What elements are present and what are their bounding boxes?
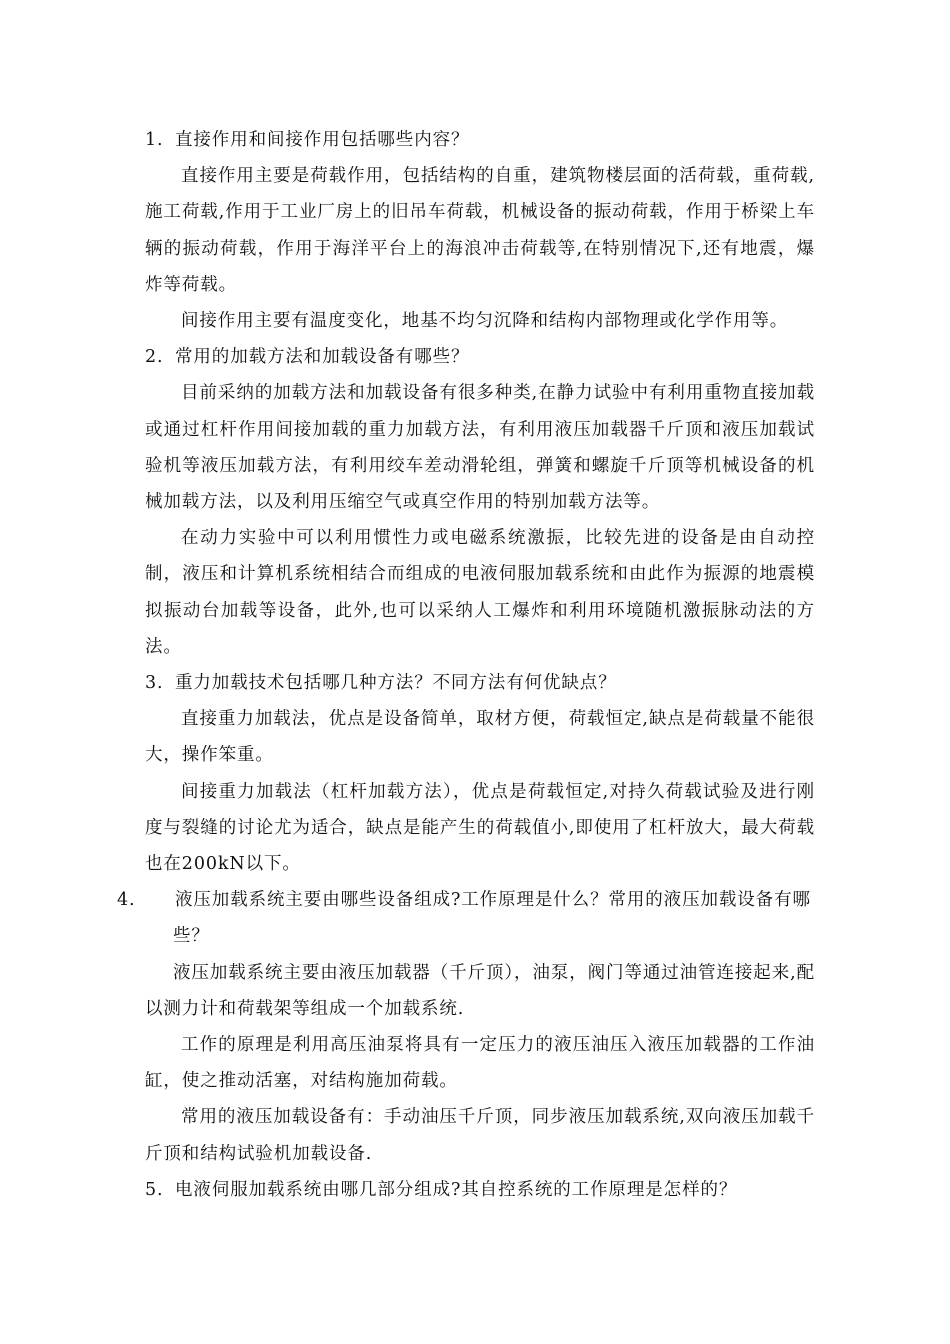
question-text: 直接作用和间接作用包括哪些内容？	[175, 130, 470, 150]
question-number: 2.	[145, 347, 164, 368]
answer-paragraph: 在动力实验中可以利用惯性力或电磁系统激振，比较先进的设备是由自动控制，液压和计算机系统相结合而组成的电液伺服加载系统和由此作为振源的地震模拟振动台加载等设备，此外,也可以采纳人工爆炸和利用环境随机激振脉动法的方法。	[145, 528, 815, 657]
question-number: 3.	[145, 673, 164, 694]
answer-paragraph: 直接作用主要是荷载作用，包括结构的自重，建筑物楼层面的活荷载，重荷载,施工荷载,作用于工业厂房上的旧吊车荷载，机械设备的振动荷载，作用于桥梁上车辆的振动荷载，作用于海洋平台上的海浪冲击荷载等,在特别情况下,还有地震，爆炸等荷载。	[145, 166, 815, 295]
question-number: 5.	[145, 1179, 164, 1200]
question-3	[145, 665, 815, 701]
answer-paragraph: 工作的原理是利用高压油泵将具有一定压力的液压油压入液压加载器的工作油缸，使之推动活塞，对结构施加荷载。	[145, 1035, 815, 1092]
question-number: 4.	[117, 890, 136, 911]
question-2	[145, 339, 815, 375]
document-body	[117, 122, 815, 1208]
answer-paragraph: 直接重力加载法，优点是设备简单，取材方便，荷载恒定,缺点是荷载量不能很大，操作笨重。	[145, 709, 815, 766]
question-text: 常用的加载方法和加载设备有哪些？	[175, 347, 470, 368]
question-number: 1.	[145, 130, 164, 150]
answer-paragraph: 间接作用主要有温度变化，地基不均匀沉降和结构内部物理或化学作用等。	[181, 311, 789, 332]
question-1	[145, 122, 815, 158]
answer-paragraph: 间接重力加载法（杠杆加载方法），优点是荷载恒定,对持久荷载试验及进行刚度与裂缝的讨论尤为适合，缺点是能产生的荷载值小,即使用了杠杆放大，最大荷载也在200kN以下。	[145, 781, 815, 875]
question-5	[145, 1172, 815, 1208]
answer-paragraph: 液压加载系统主要由液压加载器（千斤顶），油泵，阀门等通过油管连接起来,配以测力计和荷载架等组成一个加载系统.	[145, 962, 815, 1019]
answer-paragraph: 常用的液压加载设备有：手动油压千斤顶，同步液压加载系统,双向液压加载千斤顶和结构试验机加载设备.	[145, 1107, 815, 1164]
question-text: 电液伺服加载系统由哪几部分组成?其自控系统的工作原理是怎样的？	[175, 1179, 738, 1200]
question-text: 重力加载技术包括哪几种方法？不同方法有何优缺点？	[175, 673, 617, 694]
question-text: 液压加载系统主要由哪些设备组成?工作原理是什么？常用的液压加载设备有哪些？	[173, 890, 811, 947]
question-4	[117, 882, 815, 954]
answer-paragraph: 目前采纳的加载方法和加载设备有很多种类,在静力试验中有利用重物直接加载或通过杠杆作用间接加载的重力加载方法，有利用液压加载器千斤顶和液压加载试验机等液压加载方法，有利用绞车差动滑轮组，弹簧和螺旋千斤顶等机械设备的机械加载方法，以及利用压缩空气或真空作用的特别加载方法等。	[145, 383, 815, 513]
